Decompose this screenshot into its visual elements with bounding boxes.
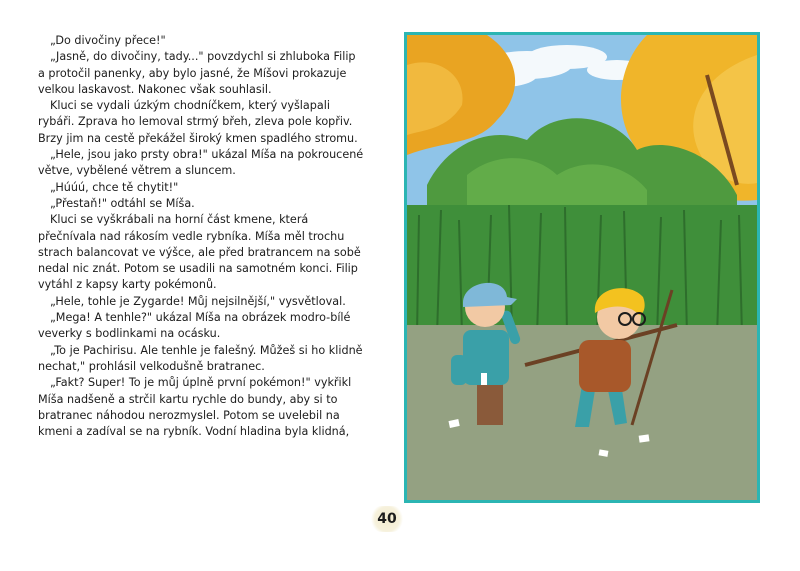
text-line: vytáhl z kapsy karty pokémonů.: [38, 278, 217, 292]
text-line: „Přestaň!" odtáhl se Míša.: [50, 196, 195, 210]
text-line: „Fakt? Super! To je můj úplně první pokémon!" vykřikl: [50, 376, 352, 390]
text-line: nechat," prohlásil velkodušně bratranec.: [38, 359, 265, 373]
story-text: [38, 33, 378, 440]
text-line: nedal nic znát. Potom se usadili na samotném konci. Filip: [38, 262, 358, 276]
text-line: „Hele, jsou jako prsty obra!" ukázal Míša na pokroucené: [50, 148, 364, 162]
text-line: a protočil panenky, aby bylo jasné, že Míšovi prokazuje: [38, 66, 347, 80]
text-line: veverky s bodlinkami na ocásku.: [38, 327, 221, 341]
text-line: kmeni a zadíval se na rybník. Vodní hladina byla klidná,: [38, 425, 350, 439]
text-line: „Do divočiny přece!": [50, 34, 166, 47]
text-line: přečnívala nad rákosím vedle rybníka. Míša měl trochu: [38, 229, 345, 243]
text-line: „Hele, tohle je Zygarde! Můj nejsilnější," vysvětloval.: [50, 294, 346, 308]
text-line: Kluci se vydali úzkým chodníčkem, který vyšlapali: [50, 99, 330, 113]
text-line: Kluci se vyškrábali na horní část kmene, která: [50, 213, 309, 227]
story-illustration: [404, 32, 760, 503]
text-line: „Mega! A tenhle?" ukázal Míša na obrázek modro-bílé: [50, 311, 351, 325]
illustration-scene: [407, 35, 757, 500]
text-line: „Jasně, do divočiny, tady..." povzdychl si zhluboka Filip: [50, 50, 356, 64]
text-line: strach balancovat ve výšce, ale před bratrancem na sobě: [38, 245, 361, 259]
text-line: „To je Pachirisu. Ale tenhle je falešný. Můžeš si ho klidně: [50, 343, 363, 357]
text-line: Míša nadšeně a strčil kartu rychle do bundy, aby si to: [38, 392, 338, 406]
text-line: „Húúú, chce tě chytit!": [50, 180, 179, 194]
text-line: Brzy jim na cestě překážel široký kmen spadlého stromu.: [38, 131, 358, 145]
text-line: velkou laskavost. Nakonec však souhlasil.: [38, 82, 272, 96]
text-line: bratranec náhodou nerozmyslel. Potom se uvelebil na: [38, 408, 340, 422]
text-line: rybáři. Zprava ho lemoval strmý břeh, zleva pole kopřiv.: [38, 115, 353, 129]
page-number: 40: [369, 506, 405, 532]
text-line: větve, vybělené větrem a sluncem.: [38, 164, 236, 178]
